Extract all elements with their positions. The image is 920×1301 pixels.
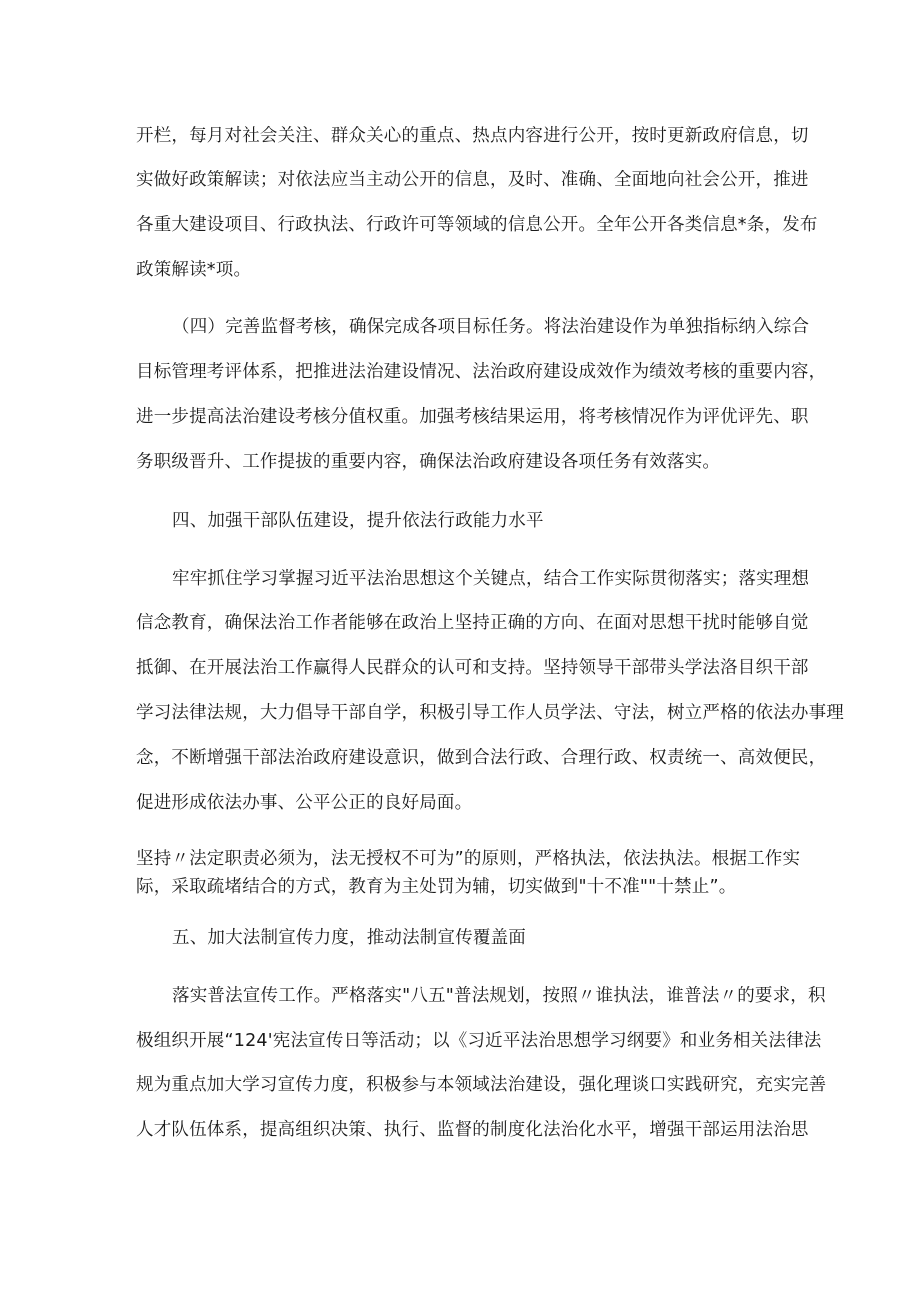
paragraph-line: 学习法律法规，大力倡导干部自学，积极引导工作人员学法、守法，树立严格的依法办事理	[136, 703, 844, 723]
paragraph-line: 极组织开展“124'宪法宣传日等活动；以《习近平法治思想学习纲要》和业务相关法律法	[136, 1031, 822, 1051]
paragraph-line: 各重大建设项目、行政执法、行政许可等领域的信息公开。全年公开各类信息*条，发布	[136, 215, 818, 235]
paragraph-line: 目标管理考评体系，把推进法治建设情况、法治政府建设成效作为绩效考核的重要内容，	[136, 362, 827, 382]
paragraph-line: 牢牢抓住学习掌握习近平法治思想这个关键点，结合工作实际贯彻落实；落实理想	[172, 569, 810, 589]
paragraph-line: 开栏，每月对社会关注、群众关心的重点、热点内容进行公开，按时更新政府信息，切	[136, 126, 809, 146]
paragraph-line: 落实普法宣传工作。严格落实"八五"普法规划，按照〃谁执法，谁普法〃的要求，积	[172, 986, 826, 1006]
paragraph-line: 际，采取疏堵结合的方式，教育为主处罚为辅，切实做到"十不准""十禁止”。	[136, 877, 737, 897]
paragraph-line: 信念教育，确保法治工作者能够在政治上坚持正确的方向、在面对思想干扰时能够自觉	[136, 613, 809, 633]
paragraph-line: 务职级晋升、工作提拔的重要内容，确保法治政府建设各项任务有效落实。	[136, 452, 721, 472]
paragraph-line: 念，不断增强干部法治政府建设意识，做到合法行政、合理行政、权责统一、高效便民，	[136, 748, 827, 768]
section-heading: 五、加大法制宣传力度，推动法制宣传覆盖面	[172, 928, 526, 948]
paragraph-line: 政策解读*项。	[136, 260, 252, 280]
section-heading: 四、加强干部队伍建设，提升依法行政能力水平	[172, 511, 544, 531]
paragraph-line: 坚持〃法定职责必须为，法无授权不可为”的原则，严格执法，依法执法。根据工作实	[136, 849, 801, 869]
paragraph-line: 实做好政策解读；对依法应当主动公开的信息，及时、准确、全面地向社会公开，推进	[136, 170, 809, 190]
paragraph-line: 进一步提高法治建设考核分值权重。加强考核结果运用，将考核情况作为评优评先、职	[136, 407, 809, 427]
paragraph-line: 促进形成依法办事、公平公正的良好局面。	[136, 793, 473, 813]
paragraph-line: 人才队伍体系，提高组织决策、执行、监督的制度化法治化水平，增强干部运用法治思	[136, 1120, 809, 1140]
paragraph-line: （四）完善监督考核，确保完成各项目标任务。将法治建设作为单独指标纳入综合	[172, 317, 810, 337]
paragraph-line: 抵御、在开展法治工作赢得人民群众的认可和支持。坚持领导干部带头学法洛目织干部	[136, 658, 809, 678]
paragraph-line: 规为重点加大学习宣传力度，积极参与本领域法治建设，强化理谈口实践研究，充实完善	[136, 1075, 827, 1095]
